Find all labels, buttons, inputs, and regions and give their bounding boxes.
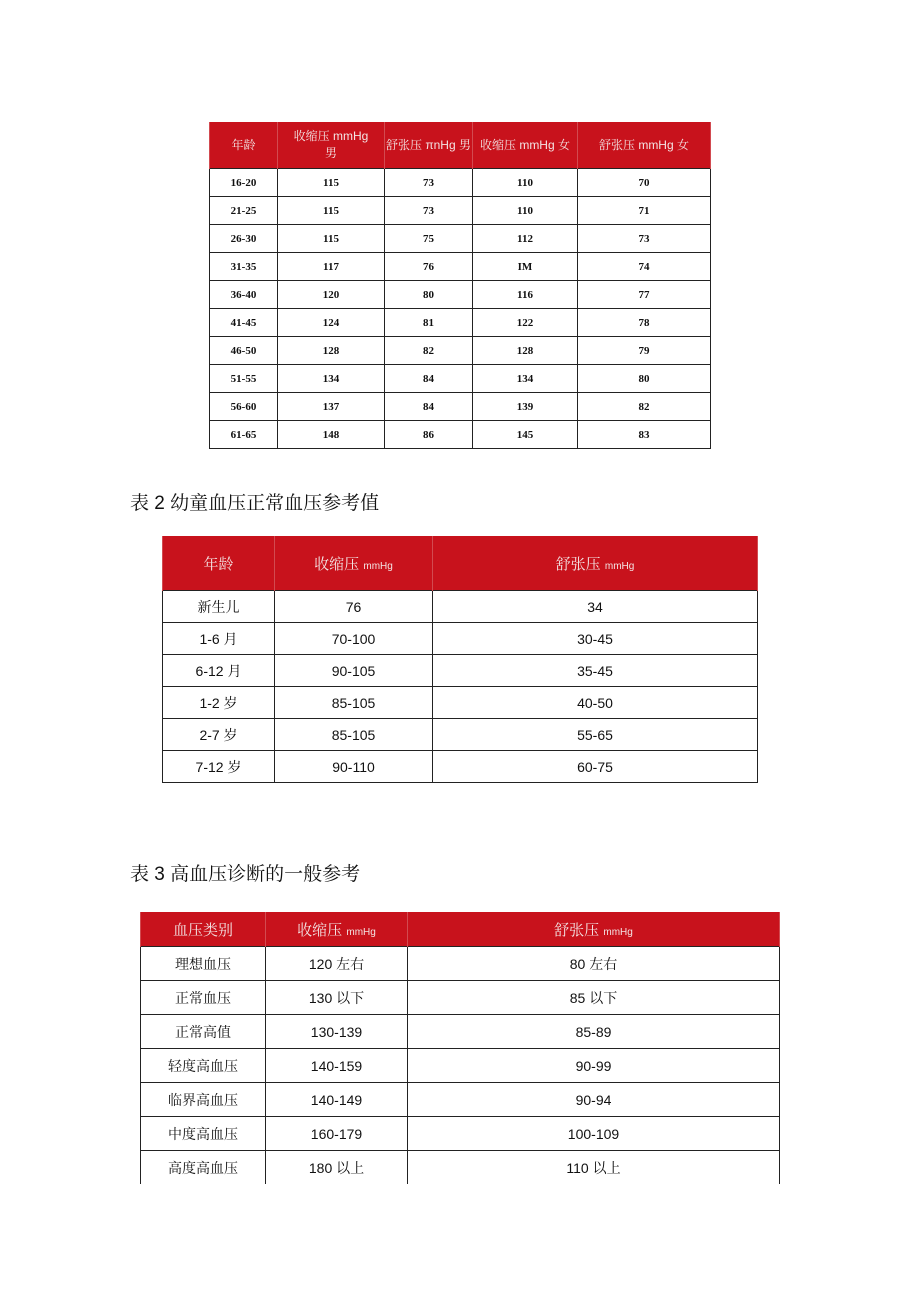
table-row bbox=[210, 309, 711, 337]
table-row bbox=[141, 981, 780, 1015]
cell-value: 140-159 bbox=[266, 1049, 408, 1083]
cell-value: 128 bbox=[278, 337, 385, 365]
header-systolic: 收缩压 mmHg bbox=[266, 912, 408, 947]
cell-value: 40-50 bbox=[433, 687, 758, 719]
cell-age: 7-12 岁 bbox=[163, 751, 275, 783]
cell-value: 84 bbox=[385, 393, 473, 421]
cell-value: 90-110 bbox=[275, 751, 433, 783]
cell-age: 21-25 bbox=[210, 197, 278, 225]
cell-value: 79 bbox=[578, 337, 711, 365]
cell-value: 134 bbox=[473, 365, 578, 393]
cell-age: 新生儿 bbox=[163, 591, 275, 623]
cell-value: 120 bbox=[278, 281, 385, 309]
cell-value: 76 bbox=[275, 591, 433, 623]
header-diastolic-male: 舒张压 πnHg 男 bbox=[385, 122, 473, 169]
table-body bbox=[163, 591, 758, 783]
table3-caption: 表 3 高血压诊断的一般参考 bbox=[130, 864, 361, 885]
cell-category: 理想血压 bbox=[141, 947, 266, 981]
adult-bp-table bbox=[209, 122, 711, 449]
cell-value: 115 bbox=[278, 197, 385, 225]
table-row bbox=[163, 719, 758, 751]
cell-value: 90-99 bbox=[408, 1049, 780, 1083]
table-body bbox=[210, 169, 711, 449]
cell-value: 81 bbox=[385, 309, 473, 337]
table-row bbox=[163, 623, 758, 655]
cell-category: 正常血压 bbox=[141, 981, 266, 1015]
table-row bbox=[163, 655, 758, 687]
cell-category: 中度高血压 bbox=[141, 1117, 266, 1151]
cell-value: 30-45 bbox=[433, 623, 758, 655]
cell-value: 85-89 bbox=[408, 1015, 780, 1049]
cell-value: 82 bbox=[385, 337, 473, 365]
cell-value: 137 bbox=[278, 393, 385, 421]
header-diastolic: 舒张压 mmHg bbox=[433, 536, 758, 591]
cell-age: 61-65 bbox=[210, 421, 278, 449]
header-category: 血压类别 bbox=[141, 912, 266, 947]
cell-age: 16-20 bbox=[210, 169, 278, 197]
table-row bbox=[163, 591, 758, 623]
cell-value: 86 bbox=[385, 421, 473, 449]
table2-caption: 表 2 幼童血压正常血压参考值 bbox=[130, 493, 380, 514]
table-row bbox=[210, 365, 711, 393]
cell-value: 110 以上 bbox=[408, 1151, 780, 1185]
header-systolic: 收缩压 mmHg bbox=[275, 536, 433, 591]
table-row bbox=[141, 1049, 780, 1083]
table-row bbox=[210, 421, 711, 449]
cell-value: 124 bbox=[278, 309, 385, 337]
cell-value: 70 bbox=[578, 169, 711, 197]
header-diastolic-female: 舒张压 mmHg 女 bbox=[578, 122, 711, 169]
cell-value: 55-65 bbox=[433, 719, 758, 751]
cell-age: 6-12 月 bbox=[163, 655, 275, 687]
cell-value: 76 bbox=[385, 253, 473, 281]
cell-value: 128 bbox=[473, 337, 578, 365]
cell-value: 130-139 bbox=[266, 1015, 408, 1049]
cell-age: 31-35 bbox=[210, 253, 278, 281]
cell-value: 85-105 bbox=[275, 719, 433, 751]
cell-value: 71 bbox=[578, 197, 711, 225]
header-systolic-male: 收缩压 mmHg 男 bbox=[278, 122, 385, 169]
table-row bbox=[210, 225, 711, 253]
table-row bbox=[210, 253, 711, 281]
cell-age: 2-7 岁 bbox=[163, 719, 275, 751]
cell-value: 130 以下 bbox=[266, 981, 408, 1015]
cell-value: 116 bbox=[473, 281, 578, 309]
cell-value: 35-45 bbox=[433, 655, 758, 687]
cell-value: 122 bbox=[473, 309, 578, 337]
table-row bbox=[210, 197, 711, 225]
cell-value: 78 bbox=[578, 309, 711, 337]
cell-age: 51-55 bbox=[210, 365, 278, 393]
cell-value: 73 bbox=[578, 225, 711, 253]
cell-value: 83 bbox=[578, 421, 711, 449]
table-row bbox=[210, 337, 711, 365]
cell-value: 73 bbox=[385, 197, 473, 225]
cell-value: 85-105 bbox=[275, 687, 433, 719]
cell-value: 115 bbox=[278, 169, 385, 197]
cell-category: 临界高血压 bbox=[141, 1083, 266, 1117]
cell-age: 1-6 月 bbox=[163, 623, 275, 655]
table-row bbox=[210, 393, 711, 421]
table-row bbox=[141, 1151, 780, 1185]
cell-value: 82 bbox=[578, 393, 711, 421]
cell-category: 高度高血压 bbox=[141, 1151, 266, 1185]
cell-value: 60-75 bbox=[433, 751, 758, 783]
cell-age: 56-60 bbox=[210, 393, 278, 421]
child-bp-table bbox=[162, 536, 758, 783]
cell-value: 145 bbox=[473, 421, 578, 449]
cell-value: 110 bbox=[473, 169, 578, 197]
cell-value: 139 bbox=[473, 393, 578, 421]
hypertension-table bbox=[140, 912, 780, 1184]
table-row bbox=[163, 751, 758, 783]
cell-category: 正常高值 bbox=[141, 1015, 266, 1049]
cell-age: 1-2 岁 bbox=[163, 687, 275, 719]
header-age: 年龄 bbox=[163, 536, 275, 591]
table-row bbox=[141, 947, 780, 981]
cell-value: 160-179 bbox=[266, 1117, 408, 1151]
cell-value: 140-149 bbox=[266, 1083, 408, 1117]
cell-value: 90-105 bbox=[275, 655, 433, 687]
cell-value: 90-94 bbox=[408, 1083, 780, 1117]
cell-value: 75 bbox=[385, 225, 473, 253]
cell-value: 112 bbox=[473, 225, 578, 253]
cell-value: 84 bbox=[385, 365, 473, 393]
cell-value: 77 bbox=[578, 281, 711, 309]
cell-value: 117 bbox=[278, 253, 385, 281]
table-header-row bbox=[141, 912, 780, 947]
cell-age: 46-50 bbox=[210, 337, 278, 365]
table-body bbox=[141, 947, 780, 1185]
table-row bbox=[210, 169, 711, 197]
cell-age: 36-40 bbox=[210, 281, 278, 309]
cell-value: 74 bbox=[578, 253, 711, 281]
cell-age: 41-45 bbox=[210, 309, 278, 337]
table-row bbox=[141, 1117, 780, 1151]
cell-value: 148 bbox=[278, 421, 385, 449]
cell-value: 34 bbox=[433, 591, 758, 623]
cell-value: 85 以下 bbox=[408, 981, 780, 1015]
table-header-row bbox=[210, 122, 711, 169]
header-age: 年龄 bbox=[210, 122, 278, 169]
cell-category: 轻度高血压 bbox=[141, 1049, 266, 1083]
cell-value: 100-109 bbox=[408, 1117, 780, 1151]
cell-value: 134 bbox=[278, 365, 385, 393]
cell-value: 80 bbox=[385, 281, 473, 309]
cell-value: 73 bbox=[385, 169, 473, 197]
table-row bbox=[163, 687, 758, 719]
header-systolic-female: 收缩压 mmHg 女 bbox=[473, 122, 578, 169]
cell-value: IM bbox=[473, 253, 578, 281]
cell-value: 115 bbox=[278, 225, 385, 253]
cell-age: 26-30 bbox=[210, 225, 278, 253]
header-diastolic: 舒张压 mmHg bbox=[408, 912, 780, 947]
table-row bbox=[210, 281, 711, 309]
table-row bbox=[141, 1015, 780, 1049]
cell-value: 70-100 bbox=[275, 623, 433, 655]
cell-value: 180 以上 bbox=[266, 1151, 408, 1185]
cell-value: 80 bbox=[578, 365, 711, 393]
table-header-row bbox=[163, 536, 758, 591]
cell-value: 120 左右 bbox=[266, 947, 408, 981]
cell-value: 80 左右 bbox=[408, 947, 780, 981]
cell-value: 110 bbox=[473, 197, 578, 225]
table-row bbox=[141, 1083, 780, 1117]
